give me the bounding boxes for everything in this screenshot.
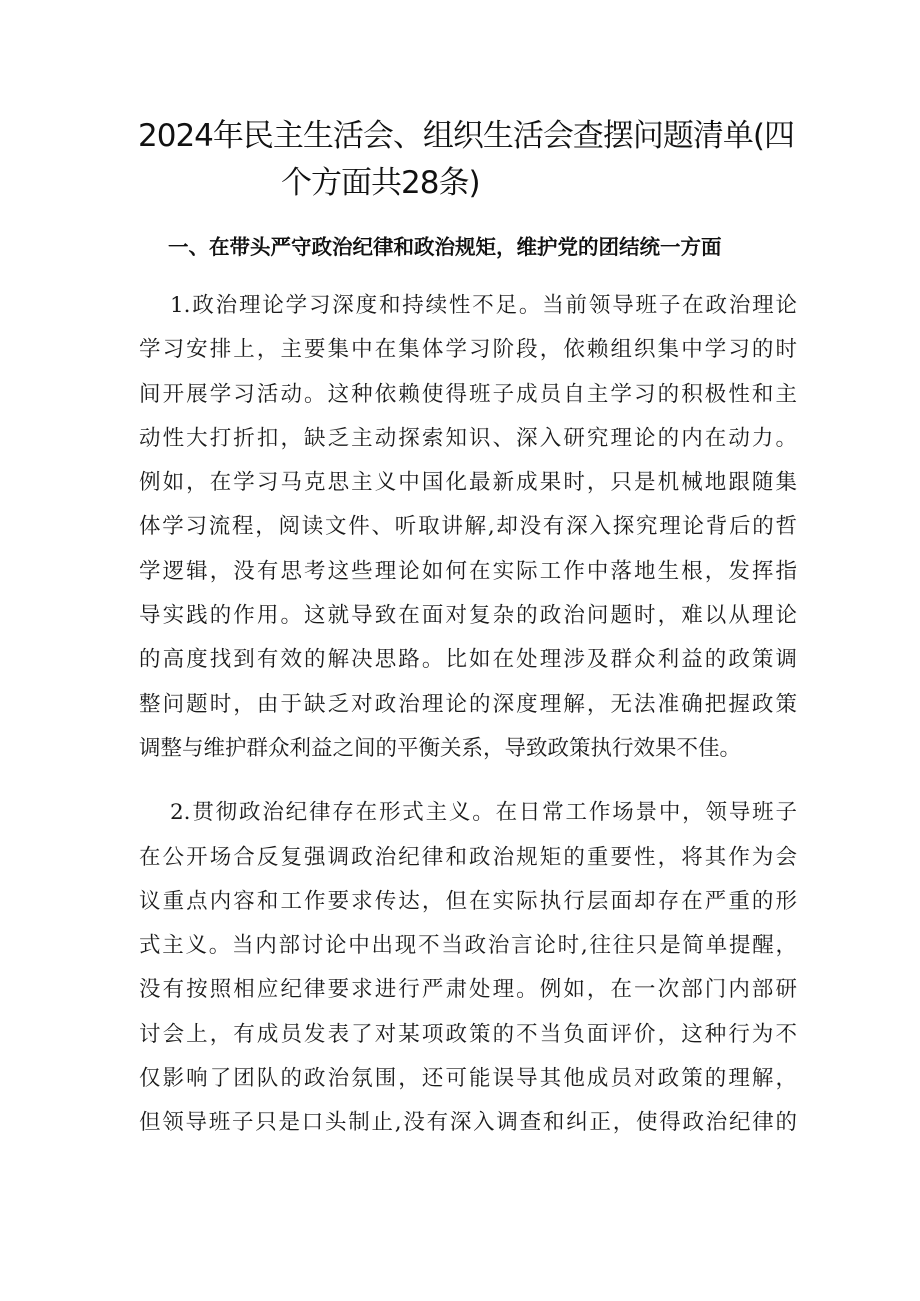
paragraph-line: 2.贯彻政治纪律存在形式主义。在日常工作场景中，领导班子 [170, 800, 797, 826]
paragraph-line: 式主义。当内部讨论中出现不当政治言论时,往往只是简单提醒， [139, 933, 797, 959]
paragraph-1 [139, 284, 797, 771]
paragraph-line: 导实践的作用。这就导致在面对复杂的政治问题时，难以从理论 [139, 603, 797, 629]
paragraph-line: 的高度找到有效的解决思路。比如在处理涉及群众利益的政策调 [139, 647, 797, 673]
document-title [138, 113, 818, 207]
paragraph-line: 调整与维护群众利益之间的平衡关系，导致政策执行效果不佳。 [139, 735, 742, 761]
paragraph-2 [139, 791, 797, 1145]
paragraph-line: 但领导班子只是口头制止,没有深入调查和纠正，使得政治纪律的 [139, 1110, 797, 1136]
paragraph-line: 讨会上，有成员发表了对某项政策的不当负面评价，这种行为不 [139, 1021, 797, 1047]
paragraph-line: 体学习流程，阅读文件、听取讲解,却没有深入探究理论背后的哲 [139, 514, 797, 540]
paragraph-line: 在公开场合反复强调政治纪律和政治规矩的重要性，将其作为会 [139, 844, 797, 870]
paragraph-line: 学逻辑，没有思考这些理论如何在实际工作中落地生根，发挥指 [139, 558, 797, 584]
paragraph-line: 仅影响了团队的政治氛围，还可能误导其他成员对政策的理解， [139, 1066, 797, 1092]
paragraph-line: 议重点内容和工作要求传达，但在实际执行层面却存在严重的形 [139, 888, 797, 914]
paragraph-line: 1.政治理论学习深度和持续性不足。当前领导班子在政治理论 [170, 293, 797, 318]
paragraph-line: 没有按照相应纪律要求进行严肃处理。例如，在一次部门内部研 [139, 977, 797, 1003]
section-heading: 一、在带头严守政治纪律和政治规矩，维护党的团结统一方面 [168, 235, 722, 259]
title-line-2: 个方面共28条) [281, 165, 480, 201]
title-line-1: 2024年民主生活会、组织生活会查摆问题清单(四 [138, 118, 794, 154]
document-body [139, 284, 797, 1166]
paragraph-line: 间开展学习活动。这种依赖使得班子成员自主学习的积极性和主 [139, 381, 797, 407]
paragraph-line: 例如，在学习马克思主义中国化最新成果时，只是机械地跟随集 [139, 470, 797, 496]
paragraph-line: 学习安排上，主要集中在集体学习阶段，依赖组织集中学习的时 [139, 337, 797, 363]
paragraph-line: 动性大打折扣，缺乏主动探索知识、深入研究理论的内在动力。 [139, 425, 797, 451]
paragraph-line: 整问题时，由于缺乏对政治理论的深度理解，无法准确把握政策 [139, 691, 797, 717]
